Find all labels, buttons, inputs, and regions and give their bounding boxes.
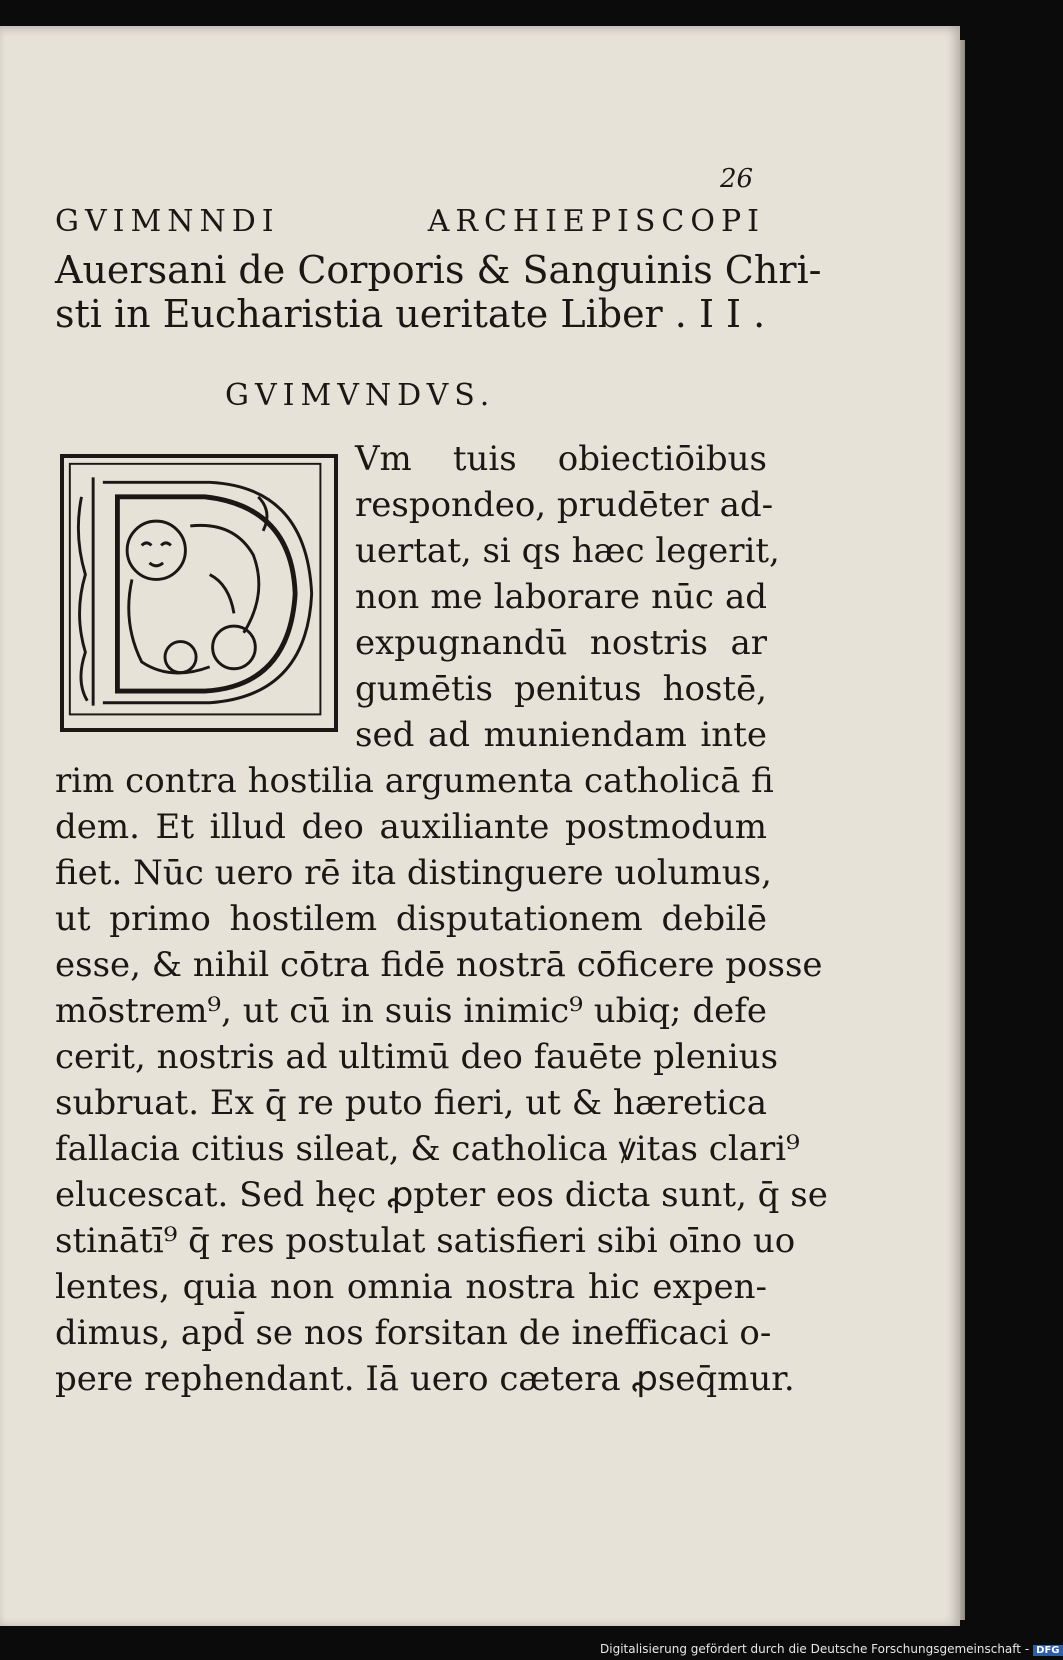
text-line: elucescat. Sed hęc ꝓpter eos dicta sunt, q̄ se	[55, 1175, 828, 1215]
text-line: expugnandū nostris ar	[355, 623, 767, 663]
text-line: ut primo hostilem disputationem debilē	[55, 899, 767, 939]
text-line: fiet. Nūc uero rē ita distinguere uolumus,	[55, 853, 772, 893]
dfg-logo-icon: DFG	[1033, 1645, 1062, 1656]
text-line: pere rephendant. Iā uero cætera ꝓseq̄mur.	[55, 1359, 795, 1399]
heading-author: GVIMNNDI	[55, 204, 280, 239]
running-heading	[55, 204, 765, 239]
digitization-credit	[600, 1642, 1063, 1656]
book-page	[0, 26, 960, 1626]
text-line: respondeo, prudēter ad-	[355, 485, 774, 525]
work-title	[55, 248, 822, 336]
text-line: uertat, si qs hæc legerit,	[355, 531, 780, 571]
work-title-line: Auersani de Corporis & Sanguinis Chri-	[55, 248, 822, 292]
text-line: non me laborare nūc ad	[355, 577, 767, 617]
text-line: lentes, quia non omnia nostra hic expen-	[55, 1267, 767, 1307]
text-line: Vm tuis obiectiōibus	[355, 439, 767, 479]
speaker-name: GVIMVNDVS.	[225, 378, 496, 413]
heading-title: ARCHIEPISCOPI	[427, 204, 765, 239]
text-line: fallacia citius sileat, & catholica ꝟitas clari⁹	[55, 1129, 800, 1169]
text-line: subruat. Ex q̄ re puto fieri, ut & hæretica	[55, 1083, 767, 1123]
text-line: dem. Et illud deo auxiliante postmodum	[55, 807, 767, 847]
text-line: sed ad muniendam inte	[355, 715, 767, 755]
text-line: gumētis penitus hostē,	[355, 669, 767, 709]
text-line: dimus, apd̄ se nos forsitan de inefficaci o-	[55, 1313, 772, 1353]
text-line: rim contra hostilia argumenta catholicā fi	[55, 761, 774, 801]
body-text	[55, 436, 828, 1402]
text-line: esse, & nihil cōtra fidē nostrā cōficere posse	[55, 945, 823, 985]
text-line: cerit, nostris ad ultimū deo fauēte plenius	[55, 1037, 779, 1077]
credit-text: Digitalisierung gefördert durch die Deutsche Forschungsgemeinschaft -	[600, 1642, 1030, 1656]
work-title-line: sti in Eucharistia ueritate Liber . I I .	[55, 292, 766, 336]
text-line: mōstrem⁹, ut cū in suis inimic⁹ ubiq; defe	[55, 991, 767, 1031]
text-line: stinātī⁹ q̄ res postulat satisfieri sibi oīno uo	[55, 1221, 796, 1261]
page-number: 26	[720, 164, 754, 194]
